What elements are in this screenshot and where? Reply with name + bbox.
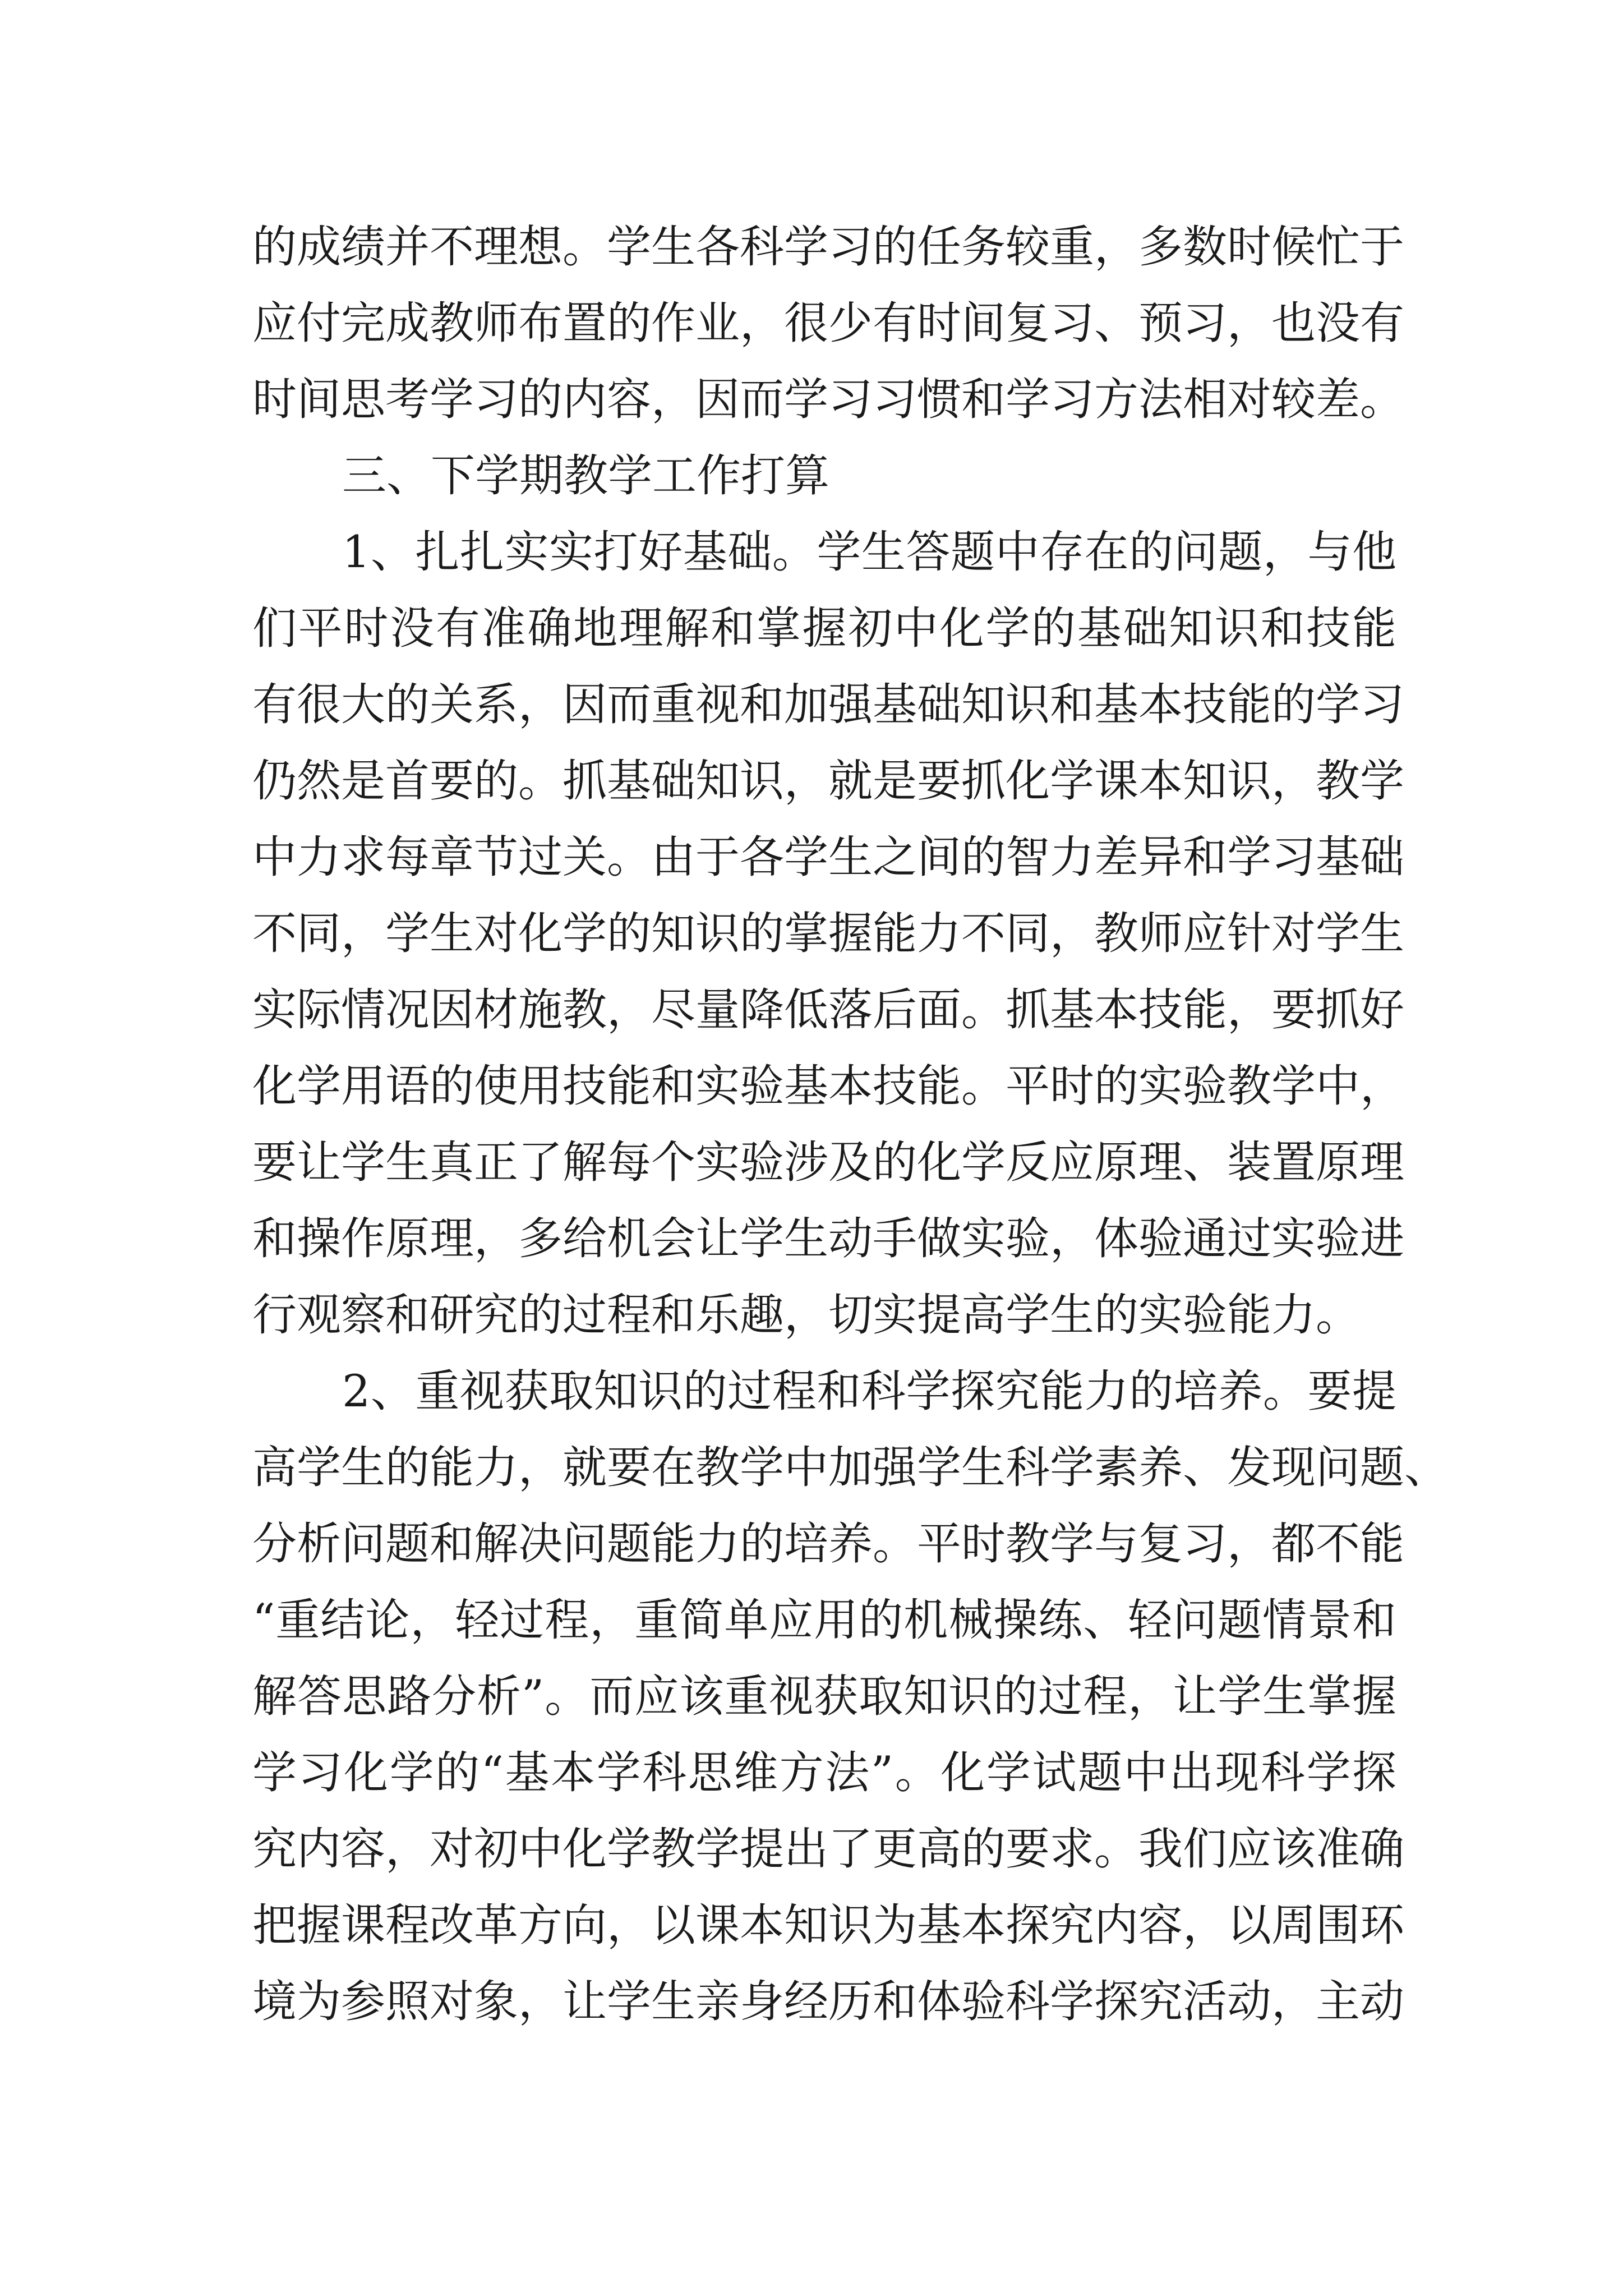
text-line: 要让学生真正了解每个实验涉及的化学反应原理、装置原理 xyxy=(252,1137,1404,1188)
text-line: 三、下学期教学工作打算 xyxy=(342,450,829,501)
text-line: 仍然是首要的。抓基础知识，就是要抓化学课本知识，教学 xyxy=(252,755,1404,807)
text-line: 2、重视获取知识的过程和科学探究能力的培养。要提 xyxy=(342,1365,1396,1417)
text-line: 高学生的能力，就要在教学中加强学生科学素养、发现问题、 xyxy=(252,1442,1449,1493)
text-line: 应付完成教师布置的作业，很少有时间复习、预习，也没有 xyxy=(252,297,1404,349)
text-line: 行观察和研究的过程和乐趣，切实提高学生的实验能力。 xyxy=(252,1289,1360,1341)
text-line: 境为参照对象，让学生亲身经历和体验科学探究活动，主动 xyxy=(252,1976,1404,2027)
text-line: 化学用语的使用技能和实验基本技能。平时的实验教学中， xyxy=(252,1060,1404,1112)
text-line: 有很大的关系，因而重视和加强基础知识和基本技能的学习 xyxy=(252,679,1404,730)
text-line: 和操作原理，多给机会让学生动手做实验，体验通过实验进 xyxy=(252,1213,1404,1264)
text-line: 解答思路分析”。而应该重视获取知识的过程，让学生掌握 xyxy=(252,1671,1396,1722)
text-line: 1、扎扎实实打好基础。学生答题中存在的问题，与他 xyxy=(342,526,1396,578)
text-line: 的成绩并不理想。学生各科学习的任务较重，多数时候忙于 xyxy=(252,221,1404,273)
text-line: 实际情况因材施教，尽量降低落后面。抓基本技能，要抓好 xyxy=(252,984,1404,1036)
text-line: 不同，学生对化学的知识的掌握能力不同，教师应针对学生 xyxy=(252,908,1404,959)
text-line: 究内容，对初中化学教学提出了更高的要求。我们应该准确 xyxy=(252,1823,1404,1875)
text-line: 学习化学的“基本学科思维方法”。化学试题中出现科学探 xyxy=(252,1747,1396,1798)
text-line: 时间思考学习的内容，因而学习习惯和学习方法相对较差。 xyxy=(252,374,1404,425)
text-line: 分析问题和解决问题能力的培养。平时教学与复习，都不能 xyxy=(252,1518,1404,1570)
text-line: 们平时没有准确地理解和掌握初中化学的基础知识和技能 xyxy=(252,602,1396,654)
text-line: 中力求每章节过关。由于各学生之间的智力差异和学习基础 xyxy=(252,831,1404,883)
text-line: “重结论，轻过程，重简单应用的机械操练、轻问题情景和 xyxy=(252,1594,1396,1646)
text-line: 把握课程改革方向，以课本知识为基本探究内容，以周围环 xyxy=(252,1899,1404,1951)
document-body xyxy=(252,209,1449,2040)
